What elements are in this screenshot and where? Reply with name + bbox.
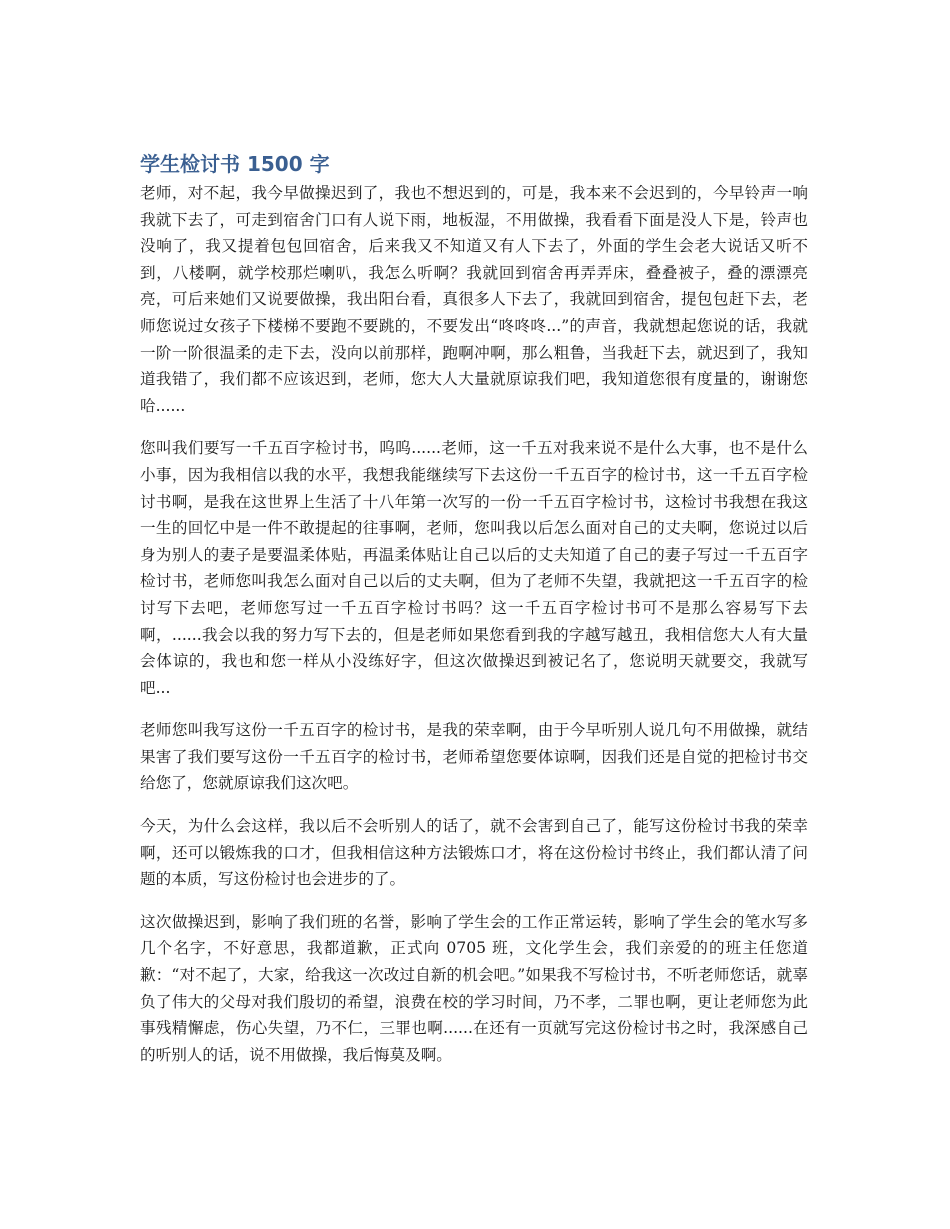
paragraph-3: 老师您叫我写这份一千五百字的检讨书，是我的荣幸啊，由于今早听别人说几句不用做操，就结果害了我们要写这份一千五百字的检讨书，老师希望您要体谅啊，因我们还是自觉的把检讨书交给您了，您就原谅我们这次吧。: [140, 721, 808, 793]
document-page: [140, 150, 808, 1084]
paragraph-1: 老师，对不起，我今早做操迟到了，我也不想迟到的，可是，我本来不会迟到的，今早铃声一响我就下去了，可走到宿舍门口有人说下雨，地板湿，不用做操，我看看下面是没人下是，铃声也没响了，我又提着包包回宿舍，后来我又不知道又有人下去了，外面的学生会老大说话又听不到，八楼啊，就学校那烂喇叭，我怎么听啊？我就回到宿舍再弄弄床，叠叠被子，叠的漂漂亮亮，可后来她们又说要做操，我出阳台看，真很多人下去了，我就回到宿舍，提包包赶下去，老师您说过女孩子下楼梯不要跑不要跳的，不要发出“咚咚咚...”的声音，我就想起您说的话，我就一阶一阶很温柔的走下去，没向以前那样，跑啊冲啊，那么粗鲁，当我赶下去，就迟到了，我知道我错了，我们都不应该迟到，老师，您大人大量就原谅我们吧，我知道您很有度量的，谢谢您哈......: [140, 184, 808, 415]
paragraph-4: 今天，为什么会这样，我以后不会听别人的话了，就不会害到自己了，能写这份检讨书我的荣幸啊，还可以锻炼我的口才，但我相信这种方法锻炼口才，将在这份检讨书终止，我们都认清了问题的本质，写这份检讨也会进步的了。: [140, 817, 808, 889]
document-title: 学生检讨书 1500 字: [140, 152, 330, 176]
paragraph-5: 这次做操迟到，影响了我们班的名誉，影响了学生会的工作正常运转，影响了学生会的笔水写多几个名字，不好意思，我都道歉，正式向 0705 班，文化学生会，我们亲爱的的班主任您道歉：“对不起了，大家，给我这一次改过自新的机会吧。”如果我不写检讨书，不听老师您话，就辜负了伟大的父母对我们殷切的希望，浪费在校的学习时间，乃不孝，二罪也啊，更让老师您为此事残精懈虑，伤心失望，乃不仁，三罪也啊......在还有一页就写完这份检讨书之时，我深感自己的听别人的话，说不用做操，我后悔莫及啊。: [140, 912, 808, 1064]
paragraph-2: 您叫我们要写一千五百字检讨书，呜呜......老师，这一千五对我来说不是什么大事，也不是什么小事，因为我相信以我的水平，我想我能继续写下去这份一千五百字的检讨书，这一千五百字检讨书啊，是我在这世界上生活了十八年第一次写的一份一千五百字检讨书，这检讨书我想在我这一生的回忆中是一件不敢提起的往事啊，老师，您叫我以后怎么面对自己的丈夫啊，您说过以后身为别人的妻子是要温柔体贴，再温柔体贴让自己以后的丈夫知道了自己的妻子写过一千五百字检讨书，老师您叫我怎么面对自己以后的丈夫啊，但为了老师不失望，我就把这一千五百字的检讨写下去吧，老师您写过一千五百字检讨书吗？这一千五百字检讨书可不是那么容易写下去啊，......我会以我的努力写下去的，但是老师如果您看到我的字越写越丑，我相信您大人有大量会体谅的，我也和您一样从小没练好字，但这次做操迟到被记名了，您说明天就要交，我就写吧...: [140, 439, 808, 697]
